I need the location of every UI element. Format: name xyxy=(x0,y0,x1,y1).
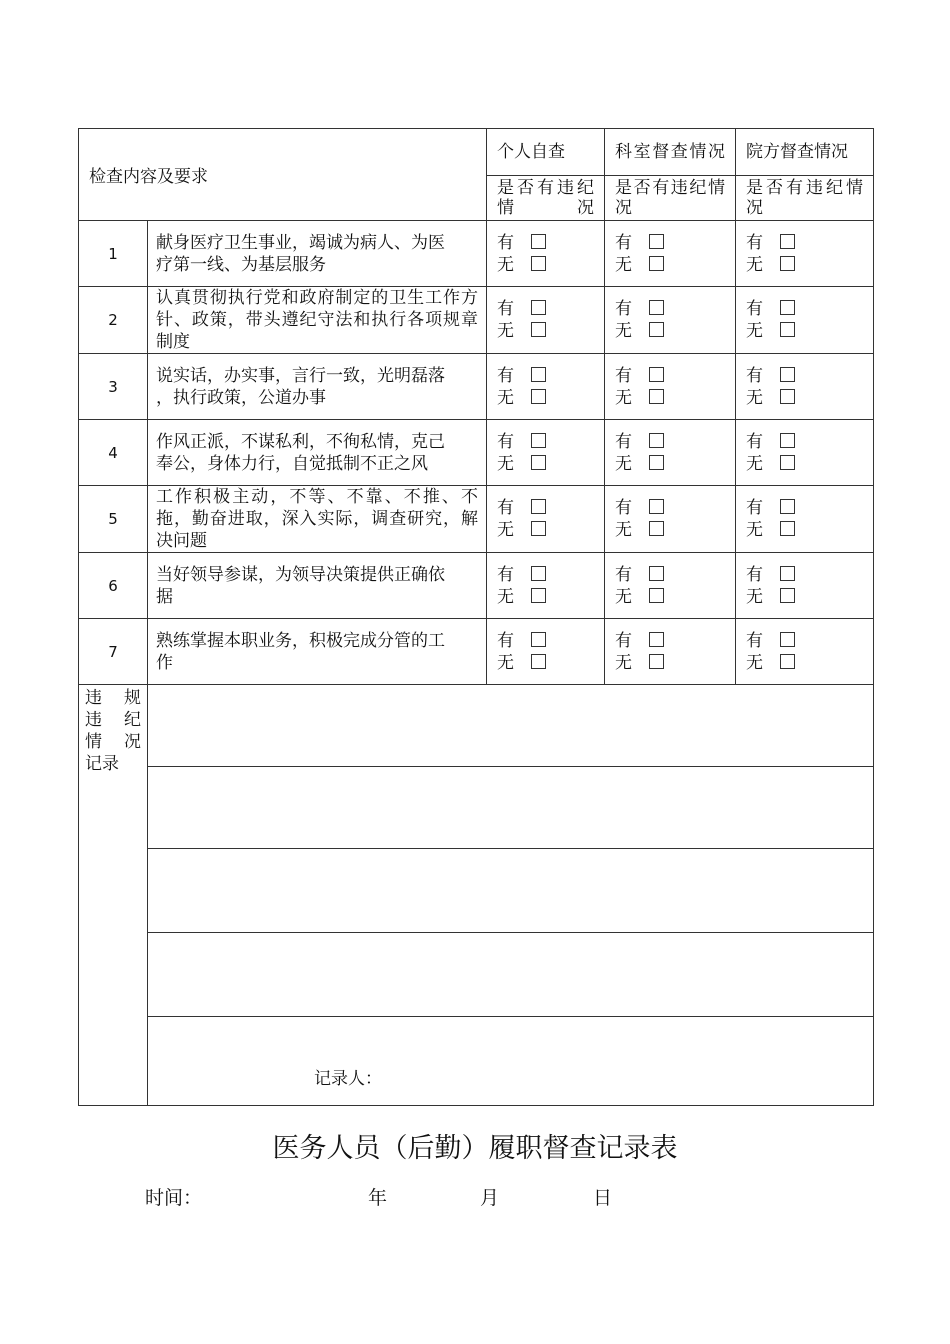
hospital-check-options: 有 无 xyxy=(736,553,874,619)
yes-checkbox[interactable] xyxy=(780,234,795,249)
violation-record-line-3[interactable] xyxy=(148,849,874,933)
yes-checkbox[interactable] xyxy=(649,499,664,514)
no-checkbox[interactable] xyxy=(649,322,664,337)
row-content: 当好领导参谋，为领导决策提供正确依 据 xyxy=(148,553,487,619)
year-label: 年 xyxy=(368,1187,388,1209)
self-check-options: 有 无 xyxy=(487,553,605,619)
yes-checkbox[interactable] xyxy=(531,433,546,448)
table-row xyxy=(79,354,874,420)
no-checkbox[interactable] xyxy=(649,256,664,271)
row-number: 4 xyxy=(79,420,148,486)
row-number: 6 xyxy=(79,553,148,619)
yes-checkbox[interactable] xyxy=(531,367,546,382)
yes-checkbox[interactable] xyxy=(531,300,546,315)
yes-checkbox[interactable] xyxy=(649,367,664,382)
department-check-options: 有 无 xyxy=(605,619,736,685)
department-check-options: 有 无 xyxy=(605,354,736,420)
subheader-hospital: 是否有违纪情况 xyxy=(736,176,874,221)
no-checkbox[interactable] xyxy=(780,389,795,404)
department-check-options: 有 无 xyxy=(605,287,736,354)
no-checkbox[interactable] xyxy=(649,455,664,470)
no-checkbox[interactable] xyxy=(780,521,795,536)
form-title: 医务人员（后勤）履职督查记录表 xyxy=(272,1133,678,1164)
yes-checkbox[interactable] xyxy=(780,433,795,448)
yes-checkbox[interactable] xyxy=(780,367,795,382)
hospital-check-options: 有 无 xyxy=(736,287,874,354)
department-check-options: 有 无 xyxy=(605,486,736,553)
table-row xyxy=(79,221,874,287)
self-check-options: 有 无 xyxy=(487,420,605,486)
yes-checkbox[interactable] xyxy=(649,300,664,315)
hospital-check-options: 有 无 xyxy=(736,221,874,287)
no-checkbox[interactable] xyxy=(780,322,795,337)
row-content: 熟练掌握本职业务，积极完成分管的工 作 xyxy=(148,619,487,685)
row-content: 作风正派，不谋私利，不徇私情，克己 奉公，身体力行，自觉抵制不正之风 xyxy=(148,420,487,486)
table-row xyxy=(79,553,874,619)
yes-checkbox[interactable] xyxy=(649,433,664,448)
inspection-table xyxy=(78,128,874,1106)
violation-record-line-5[interactable] xyxy=(148,1017,874,1106)
department-check-options: 有 无 xyxy=(605,420,736,486)
row-content: 说实话，办实事，言行一致，光明磊落 ，执行政策，公道办事 xyxy=(148,354,487,420)
violation-record-line-2[interactable] xyxy=(148,767,874,849)
no-checkbox[interactable] xyxy=(649,389,664,404)
no-checkbox[interactable] xyxy=(780,256,795,271)
self-check-options: 有 无 xyxy=(487,287,605,354)
yes-checkbox[interactable] xyxy=(649,566,664,581)
violation-record-line-1[interactable] xyxy=(148,685,874,767)
header-self-check: 个人自查 xyxy=(487,129,605,176)
no-checkbox[interactable] xyxy=(780,455,795,470)
recorder-label: 记录人： xyxy=(314,1069,382,1089)
hospital-check-options: 有 无 xyxy=(736,619,874,685)
header-hospital-check: 院方督查情况 xyxy=(736,129,874,176)
header-content-label: 检查内容及要求 xyxy=(89,167,208,187)
yes-checkbox[interactable] xyxy=(649,632,664,647)
row-number: 5 xyxy=(79,486,148,553)
row-number: 3 xyxy=(79,354,148,420)
header-content-cell xyxy=(79,129,487,221)
yes-checkbox[interactable] xyxy=(531,566,546,581)
hospital-check-options: 有 无 xyxy=(736,420,874,486)
yes-checkbox[interactable] xyxy=(780,566,795,581)
table-row xyxy=(79,619,874,685)
self-check-options: 有 无 xyxy=(487,221,605,287)
yes-checkbox[interactable] xyxy=(780,499,795,514)
no-checkbox[interactable] xyxy=(531,256,546,271)
row-content: 认真贯彻执行党和政府制定的卫生工作方针、政策，带头遵纪守法和执行各项规章制度 xyxy=(148,287,487,354)
no-checkbox[interactable] xyxy=(531,521,546,536)
self-check-options: 有 无 xyxy=(487,486,605,553)
no-checkbox[interactable] xyxy=(531,322,546,337)
no-checkbox[interactable] xyxy=(531,654,546,669)
yes-checkbox[interactable] xyxy=(780,300,795,315)
month-label: 月 xyxy=(480,1187,500,1209)
row-number: 1 xyxy=(79,221,148,287)
department-check-options: 有 无 xyxy=(605,553,736,619)
row-number: 2 xyxy=(79,287,148,354)
yes-checkbox[interactable] xyxy=(649,234,664,249)
violation-record-label: 违 规 违 纪 情 况 记录 xyxy=(79,685,148,1106)
header-department-check: 科室督查情况 xyxy=(605,129,736,176)
day-label: 日 xyxy=(593,1187,613,1209)
row-content: 献身医疗卫生事业，竭诚为病人、为医 疗第一线、为基层服务 xyxy=(148,221,487,287)
self-check-options: 有 无 xyxy=(487,619,605,685)
table-row xyxy=(79,486,874,553)
subheader-self: 是否有违纪情况 xyxy=(487,176,605,221)
no-checkbox[interactable] xyxy=(649,654,664,669)
yes-checkbox[interactable] xyxy=(531,499,546,514)
yes-checkbox[interactable] xyxy=(780,632,795,647)
table-row xyxy=(79,287,874,354)
violation-record-line-4[interactable] xyxy=(148,933,874,1017)
hospital-check-options: 有 无 xyxy=(736,486,874,553)
no-checkbox[interactable] xyxy=(531,588,546,603)
no-checkbox[interactable] xyxy=(649,588,664,603)
no-checkbox[interactable] xyxy=(531,389,546,404)
table-row xyxy=(79,420,874,486)
yes-checkbox[interactable] xyxy=(531,632,546,647)
self-check-options: 有 无 xyxy=(487,354,605,420)
yes-checkbox[interactable] xyxy=(531,234,546,249)
no-checkbox[interactable] xyxy=(649,521,664,536)
row-content: 工作积极主动，不等、不靠、不推、不拖，勤奋进取，深入实际，调查研究，解决问题 xyxy=(148,486,487,553)
no-checkbox[interactable] xyxy=(780,654,795,669)
subheader-department: 是否有违纪情况 xyxy=(605,176,736,221)
time-label: 时间： xyxy=(145,1187,203,1209)
row-number: 7 xyxy=(79,619,148,685)
no-checkbox[interactable] xyxy=(531,455,546,470)
no-checkbox[interactable] xyxy=(780,588,795,603)
hospital-check-options: 有 无 xyxy=(736,354,874,420)
department-check-options: 有 无 xyxy=(605,221,736,287)
